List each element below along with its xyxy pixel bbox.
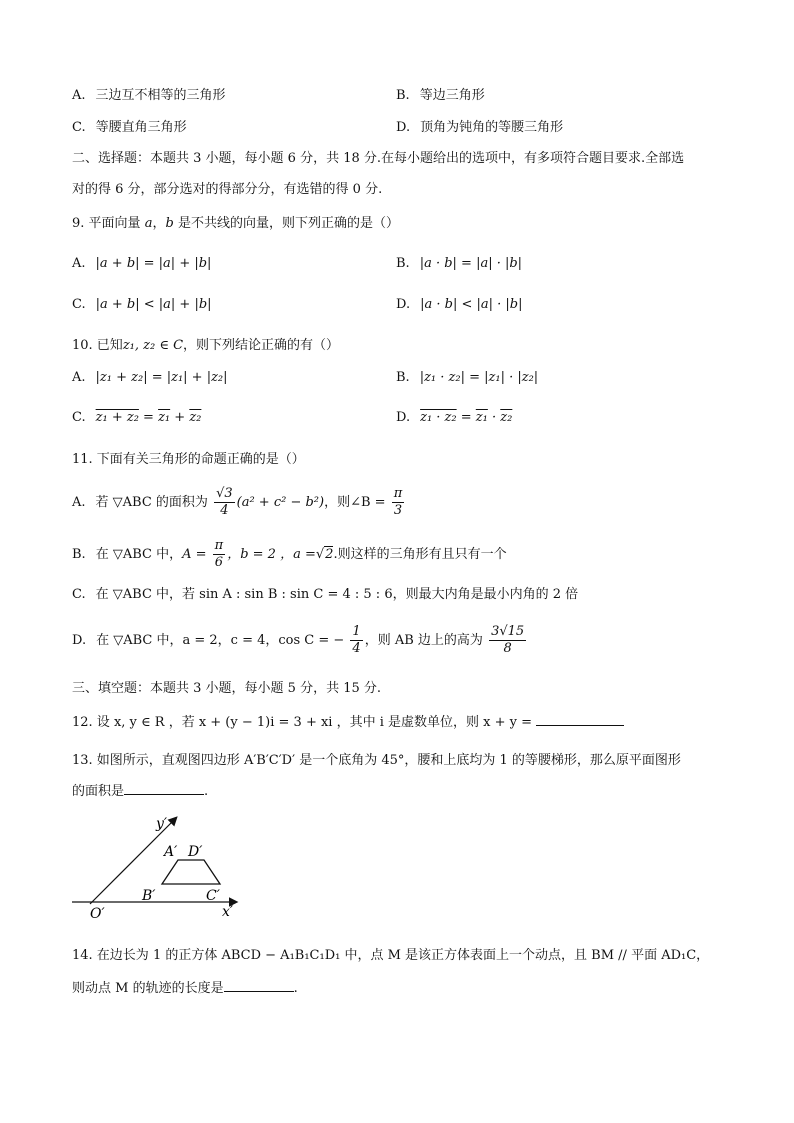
conjugate-z1: z₁ — [475, 410, 488, 425]
q10-option-a — [72, 370, 228, 385]
q8-option-d — [396, 116, 563, 135]
option-label: D. — [396, 120, 411, 135]
q10-stem-prefix: 10. 已知 — [72, 338, 123, 353]
q11-d-pre: 在 ▽ABC 中，a = 2，c = 4，cos C = − — [96, 633, 345, 648]
sqrt-radical: √ — [315, 547, 325, 562]
q11-option-a — [72, 486, 406, 519]
option-label: B. — [72, 547, 86, 562]
equals: = — [138, 410, 159, 425]
q14-line1: 14. 在边长为 1 的正方体 ABCD − A₁B₁C₁D₁ 中，点 M 是该正方体表面上一个动点，且 BM // 平面 AD₁C， — [72, 948, 710, 963]
point-a-label: A′ — [164, 844, 178, 860]
fraction-sqrt3-over-4 — [214, 486, 235, 519]
conjugate-z2: z₂ — [189, 410, 202, 425]
fraction-numerator: 1 — [352, 624, 361, 639]
option-label: A. — [72, 256, 86, 271]
q14-line2 — [72, 977, 298, 996]
option-label: B. — [396, 256, 410, 271]
section2-heading-line2: 对的得 6 分，部分选对的得部分分，有选错的得 0 分. — [72, 182, 383, 197]
q9-option-d — [396, 297, 522, 312]
fraction-denominator: 8 — [503, 641, 512, 656]
point-c-label: C′ — [206, 888, 220, 904]
option-label: D. — [396, 410, 411, 425]
q14-answer-blank[interactable] — [224, 977, 294, 992]
fraction-numerator: √3 — [216, 486, 233, 501]
q10-option-b — [396, 370, 538, 385]
q9-option-b — [396, 256, 522, 271]
option-expression: |a · b| < |a| · |b| — [420, 297, 523, 312]
q11-option-b — [72, 538, 507, 571]
q11-b-rest2: .则这样的三角形有且只有一个 — [333, 547, 507, 562]
q9-stem-suffix: 是不共线的向量，则下列正确的是（） — [177, 216, 399, 231]
fraction-denominator: 3 — [393, 503, 403, 518]
q9-comma: ， — [152, 216, 166, 231]
fraction-denominator: 4 — [220, 503, 229, 518]
q11-d-mid: ，则 AB 边上的高为 — [364, 633, 483, 648]
q11-option-c — [72, 583, 578, 602]
q10-option-c — [72, 410, 201, 425]
q14-line2-suffix: . — [293, 981, 298, 996]
option-expression: |a · b| = |a| · |b| — [419, 256, 523, 271]
q9-stem-prefix: 9. 平面向量 — [72, 216, 141, 231]
q13-answer-blank[interactable] — [124, 780, 204, 795]
option-expression: |z₁ + z₂| = |z₁| + |z₂| — [95, 370, 228, 385]
option-label: A. — [72, 370, 86, 385]
fraction-pi-over-6 — [213, 538, 226, 571]
option-label: C. — [72, 410, 86, 425]
option-expression: |a + b| = |a| + |b| — [95, 256, 212, 271]
fraction-numerator: π — [393, 486, 403, 501]
option-label: B. — [396, 88, 410, 103]
q11-a-mid: (a² + c² − b²) — [236, 495, 325, 510]
q13-line2-suffix: . — [204, 784, 209, 799]
fraction-pi-over-3 — [392, 486, 405, 519]
q8-option-a — [72, 84, 226, 103]
equals: = — [456, 410, 476, 425]
q11-b-rest1: ，b = 2 ，a = — [227, 547, 316, 562]
q14-line2-prefix: 则动点 M 的轨迹的长度是 — [72, 981, 224, 996]
plus: + — [170, 410, 190, 425]
sqrt-2: 2 — [325, 547, 334, 562]
option-text: 三边互不相等的三角形 — [95, 88, 226, 103]
option-text: 顶角为钝角的等腰三角形 — [420, 120, 564, 135]
option-label: C. — [72, 587, 86, 602]
conjugate-z2: z₂ — [500, 410, 513, 425]
fraction-1-over-4 — [350, 624, 362, 657]
q10-stem-math: z₁, z₂ ∈ C — [122, 338, 184, 353]
vector-a: a — [144, 216, 153, 231]
vector-b: b — [165, 216, 174, 231]
x-axis-label: x′ — [222, 904, 234, 920]
q8-option-c — [72, 116, 187, 135]
q12-answer-blank[interactable] — [536, 711, 624, 726]
conjugate-z1: z₁ — [158, 410, 171, 425]
fraction-denominator: 6 — [214, 555, 224, 570]
option-label: A. — [72, 495, 86, 510]
q12 — [72, 711, 624, 730]
option-label: C. — [72, 297, 86, 312]
fraction-numerator: π — [214, 538, 224, 553]
section2-heading-line1: 二、选择题：本题共 3 小题，每小题 6 分，共 18 分.在每小题给出的选项中，有多项符合题目要求.全部选 — [72, 151, 685, 166]
q9-option-c — [72, 297, 212, 312]
origin-label: O′ — [90, 906, 105, 922]
conjugate-sum: z₁ + z₂ — [95, 410, 139, 425]
option-label: D. — [72, 633, 87, 648]
q10-stem-suffix: ，则下列结论正确的有（） — [183, 338, 340, 353]
q8-option-b — [396, 84, 485, 103]
trapezoid — [162, 860, 220, 884]
q12-text: 12. 设 x, y ∈ R ，若 x + (y − 1)i = 3 + xi ，其中 i 是虚数单位，则 x + y = — [72, 715, 533, 730]
q10-option-d — [396, 410, 512, 425]
option-label: D. — [396, 297, 411, 312]
q11-a-pre: 若 ▽ABC 的面积为 — [95, 495, 208, 510]
option-text: 等边三角形 — [419, 88, 485, 103]
point-d-label: D′ — [188, 844, 203, 860]
section3-heading: 三、填空题：本题共 3 小题，每小题 5 分，共 15 分. — [72, 681, 382, 696]
option-label: B. — [396, 370, 410, 385]
dot: · — [487, 410, 501, 425]
q11-b-a: A = — [182, 547, 207, 562]
point-b-label: B′ — [142, 888, 156, 904]
option-label: C. — [72, 120, 86, 135]
q11-stem: 11. 下面有关三角形的命题正确的是（） — [72, 452, 305, 467]
option-label: A. — [72, 88, 86, 103]
option-expression: |a + b| < |a| + |b| — [95, 297, 212, 312]
fraction-numerator: 3√15 — [491, 624, 525, 639]
q10-stem — [72, 334, 339, 353]
oblique-projection-figure — [72, 812, 252, 924]
q13-line1: 13. 如图所示，直观图四边形 A′B′C′D′ 是一个底角为 45°，腰和上底均为 1 的等腰梯形，那么原平面图形 — [72, 753, 681, 768]
q9-option-a — [72, 256, 211, 271]
q11-option-d — [72, 624, 528, 657]
q13-line2 — [72, 780, 208, 799]
option-text: 等腰直角三角形 — [95, 120, 187, 135]
q11-b-pre: 在 ▽ABC 中， — [95, 547, 183, 562]
q11-a-then: ，则∠B = — [324, 495, 386, 510]
option-text: 在 ▽ABC 中，若 sin A : sin B : sin C = 4 : 5 : 6，则最大内角是最小内角的 2 倍 — [95, 587, 579, 602]
y-axis-label: y′ — [156, 816, 168, 832]
option-expression: |z₁ · z₂| = |z₁| · |z₂| — [419, 370, 539, 385]
q13-line2-prefix: 的面积是 — [72, 784, 125, 799]
q9-stem — [72, 212, 399, 231]
conjugate-product: z₁ · z₂ — [420, 410, 457, 425]
fraction-denominator: 4 — [352, 641, 361, 656]
fraction-3sqrt15-over-8 — [489, 624, 526, 657]
